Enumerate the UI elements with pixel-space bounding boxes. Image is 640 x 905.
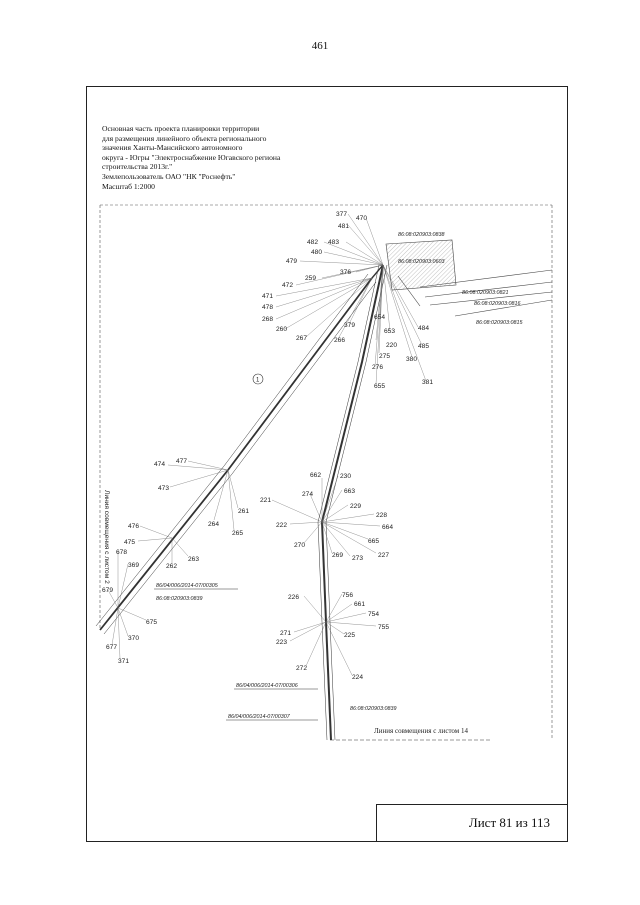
header-line: Землепользователь ОАО "НК "Роснефть"	[102, 171, 236, 181]
point-label: 259	[305, 275, 317, 282]
point-label: 379	[344, 322, 356, 329]
point-label: 268	[262, 316, 274, 323]
point-label: 220	[386, 342, 398, 349]
point-label: 275	[379, 353, 391, 360]
point-label: 274	[302, 491, 314, 498]
point-label: 270	[294, 542, 306, 549]
point-label: 479	[286, 258, 298, 265]
point-label: 371	[118, 658, 130, 665]
point-label: 263	[188, 556, 200, 563]
point-label: 222	[276, 522, 288, 529]
point-label: 370	[128, 635, 140, 642]
point-label: 475	[124, 539, 136, 546]
cadastral-number: 86/04/006/2014-07/00307	[228, 714, 290, 720]
point-label: 223	[276, 639, 288, 646]
point-label: 653	[384, 328, 396, 335]
point-label: 470	[356, 215, 368, 222]
point-label: 266	[334, 337, 346, 344]
line-label-left: Линия совмещения с листом 2	[103, 490, 110, 584]
point-label: 661	[354, 601, 366, 608]
cadastral-number: 86:08:020903:0821	[462, 290, 509, 296]
point-label: 664	[382, 524, 394, 531]
point-label: 376	[340, 269, 352, 276]
cadastral-number: 86:08:020903:0816	[474, 301, 521, 307]
point-label: 226	[288, 594, 300, 601]
point-label: 369	[128, 562, 140, 569]
point-label: 224	[352, 674, 364, 681]
point-label: 675	[146, 619, 158, 626]
line-label-bottom: Линия совмещения с листом 14	[374, 727, 468, 735]
point-label: 377	[336, 211, 348, 218]
point-label: 755	[378, 624, 390, 631]
cadastral-underlines	[154, 589, 318, 720]
point-label: 754	[368, 611, 380, 618]
point-label: 663	[344, 488, 356, 495]
point-label: 476	[128, 523, 140, 530]
point-label: 267	[296, 335, 308, 342]
page-number: 461	[311, 40, 329, 52]
point-label: 484	[418, 325, 430, 332]
point-label: 481	[338, 223, 350, 230]
sheet-number: Лист 81 из 113	[468, 815, 550, 830]
point-label: 679	[102, 587, 114, 594]
point-label: 272	[296, 665, 308, 672]
cadastral-number: 86/04/006/2014-07/00305	[156, 583, 218, 589]
cadastral-number: 86:08:020903:0839	[156, 596, 203, 602]
point-label: 381	[422, 379, 434, 386]
header-line: Основная часть проекта планировки территории	[102, 124, 260, 133]
point-label: 276	[372, 364, 384, 371]
header-line: строительства 2013г."	[102, 162, 173, 172]
point-label: 228	[376, 512, 388, 519]
point-label: 665	[368, 538, 380, 545]
point-label: 478	[262, 304, 274, 311]
point-label: 480	[311, 249, 323, 256]
point-label: 225	[344, 632, 356, 639]
point-label: 655	[374, 383, 386, 390]
header-line: для размещения линейного объекта регионального	[102, 133, 267, 143]
point-label: 654	[374, 314, 386, 321]
map-window	[100, 205, 552, 740]
cadastral-number: 86:08:020903:0839	[350, 706, 397, 712]
point-label: 262	[166, 563, 178, 570]
point-label: 265	[232, 530, 244, 537]
point-label: 474	[154, 461, 166, 468]
point-label: 471	[262, 293, 274, 300]
point-label: 662	[310, 472, 322, 479]
point-label: 230	[340, 473, 352, 480]
point-label: 261	[238, 508, 250, 515]
point-label: 678	[116, 549, 128, 556]
cadastral-number: 86:08:020903:0603	[398, 259, 445, 265]
header-line: Масштаб 1:2000	[102, 181, 155, 191]
point-label: 227	[378, 552, 390, 559]
point-label: 229	[350, 503, 362, 510]
point-label: 473	[158, 485, 170, 492]
cadastral-parcels	[386, 240, 552, 316]
point-label: 264	[208, 521, 220, 528]
point-label: 677	[106, 644, 118, 651]
point-label: 273	[352, 555, 364, 562]
point-label: 485	[418, 343, 430, 350]
point-label: 477	[176, 458, 188, 465]
header-line: значения Ханты-Мансийского автономного	[102, 143, 243, 153]
point-label: 380	[406, 356, 418, 363]
cadastral-number: 86:08:020903:0838	[398, 232, 445, 238]
point-label: 221	[260, 497, 272, 504]
header-line: округа - Югры "Электроснабжение Югавского региона	[102, 152, 281, 162]
route-number: 1	[256, 377, 260, 384]
point-label: 271	[280, 630, 292, 637]
point-label: 756	[342, 592, 354, 599]
point-label: 483	[328, 239, 340, 246]
point-label: 472	[282, 282, 294, 289]
point-label: 260	[276, 326, 288, 333]
point-label: 269	[332, 552, 344, 559]
cadastral-number: 86:08:020903:0815	[476, 320, 523, 326]
cadastral-number: 86/04/006/2014-07/00306	[236, 683, 298, 689]
point-label: 482	[307, 239, 319, 246]
